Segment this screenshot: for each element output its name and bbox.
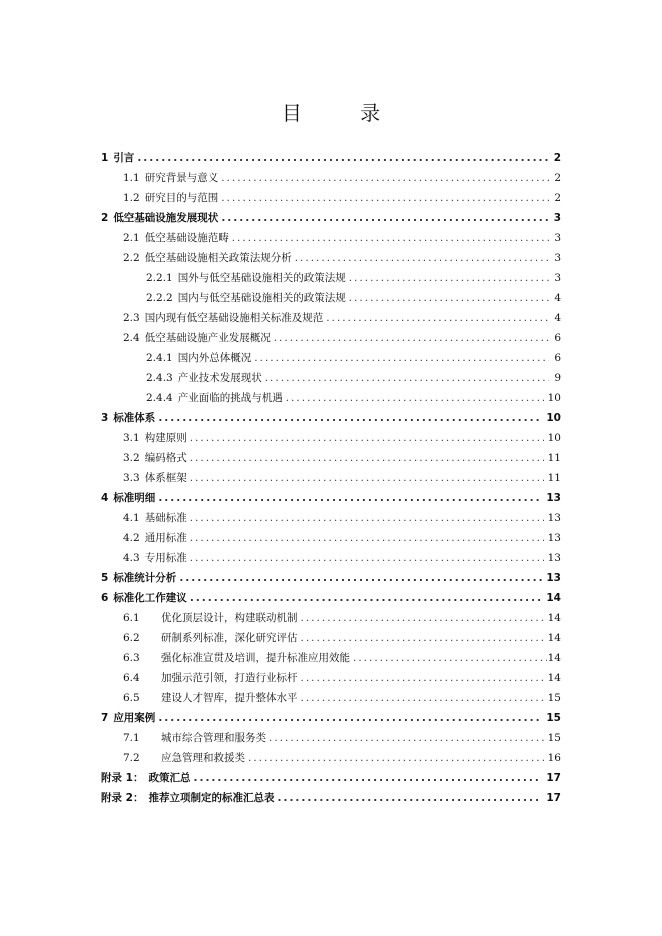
leader-dots xyxy=(190,508,544,528)
leader-dots xyxy=(301,688,547,708)
toc-entry-number: 2.1 xyxy=(123,232,140,244)
toc-entry[interactable] xyxy=(101,428,561,448)
toc-entry-text: 国内与低空基础设施相关的政策法规 xyxy=(177,292,346,304)
toc-entry[interactable] xyxy=(101,288,561,308)
toc-entry-text: 专用标准 xyxy=(144,552,187,564)
toc-entry-number: 4 xyxy=(101,492,109,504)
leader-dots xyxy=(190,448,544,468)
toc-entry[interactable] xyxy=(101,508,561,528)
toc-entry-page: 15 xyxy=(547,692,561,704)
toc-title: 目 录 xyxy=(281,101,407,125)
leader-dots xyxy=(158,488,542,508)
toc-entry-text: 基础标准 xyxy=(144,512,187,524)
toc-entry[interactable] xyxy=(101,688,561,708)
toc-entry[interactable] xyxy=(101,708,561,728)
toc-entry[interactable] xyxy=(101,328,561,348)
toc-entry-page: 2 xyxy=(553,152,561,164)
toc-entry-number: 2.2 xyxy=(123,252,140,264)
toc-entry[interactable] xyxy=(101,648,561,668)
leader-dots xyxy=(326,308,549,328)
toc-entry-number: 3.2 xyxy=(123,452,140,464)
toc-entry-text: 低空基础设施相关政策法规分析 xyxy=(144,252,292,264)
toc-entry-text: 通用标准 xyxy=(144,532,187,544)
toc-entry-number: 2.4.4 xyxy=(146,392,173,404)
toc-entry-text: 标准明细 xyxy=(113,492,156,504)
toc-entry-page: 13 xyxy=(547,532,561,544)
leader-dots xyxy=(349,268,549,288)
leader-dots xyxy=(269,728,547,748)
toc-entry-page: 3 xyxy=(553,212,561,224)
toc-entry[interactable] xyxy=(101,788,561,808)
toc-entry-number: 附录 1： xyxy=(101,772,144,784)
toc-entry-number: 2 xyxy=(101,212,109,224)
leader-dots xyxy=(286,388,544,408)
toc-entry[interactable] xyxy=(101,528,561,548)
leader-dots xyxy=(137,148,549,168)
toc-entry-page: 4 xyxy=(554,292,561,304)
toc-entry-number: 4.2 xyxy=(123,532,140,544)
toc-entry-number: 5 xyxy=(101,572,109,584)
toc-entry[interactable] xyxy=(101,388,561,408)
toc-entry-text: 产业面临的挑战与机遇 xyxy=(177,392,283,404)
toc-entry-text: 标准体系 xyxy=(113,412,156,424)
toc-entry-page: 14 xyxy=(547,632,561,644)
toc-entry-text: 体系框架 xyxy=(144,472,187,484)
toc-entry-number: 4.3 xyxy=(123,552,140,564)
toc-entry-text: 低空基础设施发展现状 xyxy=(113,212,219,224)
toc-entry-page: 15 xyxy=(547,732,561,744)
toc-entry-page: 15 xyxy=(546,712,561,724)
toc-entry-page: 13 xyxy=(546,492,561,504)
toc-entry-text: 国内现有低空基础设施相关标准及规范 xyxy=(144,312,324,324)
leader-dots xyxy=(190,528,544,548)
leader-dots xyxy=(190,468,544,488)
toc-entry-number: 7.2 xyxy=(123,752,140,764)
toc-entry-number: 2.4.1 xyxy=(146,352,173,364)
leader-dots xyxy=(353,648,547,668)
toc-entry-page: 6 xyxy=(554,352,561,364)
leader-dots xyxy=(221,168,549,188)
toc-entry-text: 加强示范引领，打造行业标杆 xyxy=(161,672,298,684)
toc-entry-text: 国外与低空基础设施相关的政策法规 xyxy=(177,272,346,284)
toc-entry[interactable] xyxy=(101,748,561,768)
leader-dots xyxy=(301,628,547,648)
toc-entry-page: 11 xyxy=(547,452,561,464)
leader-dots xyxy=(158,408,542,428)
toc-entry-text: 应用案例 xyxy=(113,712,156,724)
leader-dots xyxy=(221,208,549,228)
toc-entry[interactable] xyxy=(101,728,561,748)
toc-entry[interactable] xyxy=(101,448,561,468)
toc-entry[interactable] xyxy=(101,308,561,328)
toc-entry-text: 构建原则 xyxy=(144,432,187,444)
leader-dots xyxy=(190,428,544,448)
toc-entry-number: 6.1 xyxy=(123,612,140,624)
toc-entry-page: 4 xyxy=(554,312,561,324)
toc-entry[interactable] xyxy=(101,188,561,208)
toc-entry-text: 研究背景与意义 xyxy=(144,172,219,184)
leader-dots xyxy=(265,368,549,388)
leader-dots xyxy=(190,588,543,608)
toc-entry-number: 6.5 xyxy=(123,692,140,704)
toc-entry-page: 14 xyxy=(547,672,561,684)
toc-entry-number: 3.3 xyxy=(123,472,140,484)
toc-entry-number: 附录 2： xyxy=(101,792,144,804)
toc-entry-number: 1.2 xyxy=(123,192,140,204)
toc-entry-text: 建设人才智库，提升整体水平 xyxy=(161,692,298,704)
toc-entry-page: 11 xyxy=(547,472,561,484)
toc-entry-page: 3 xyxy=(554,232,561,244)
leader-dots xyxy=(277,788,542,808)
leader-dots xyxy=(301,608,547,628)
toc-entry-page: 14 xyxy=(546,592,561,604)
toc-entry-page: 3 xyxy=(554,252,561,264)
toc-entry[interactable] xyxy=(101,608,561,628)
toc-entry-page: 6 xyxy=(554,332,561,344)
leader-dots xyxy=(254,348,549,368)
leader-dots xyxy=(274,328,549,348)
toc-entry-text: 政策汇总 xyxy=(148,772,191,784)
leader-dots xyxy=(190,548,544,568)
toc-entry-number: 6 xyxy=(101,592,109,604)
toc-entry-page: 3 xyxy=(554,272,561,284)
toc-entry[interactable] xyxy=(101,268,561,288)
leader-dots xyxy=(301,668,547,688)
toc-entry-text: 低空基础设施产业发展概况 xyxy=(144,332,271,344)
toc-entry-text: 国内外总体概况 xyxy=(177,352,252,364)
toc-entry-number: 6.2 xyxy=(123,632,140,644)
toc-entry-page: 17 xyxy=(546,792,561,804)
toc-entry-page: 9 xyxy=(554,372,561,384)
toc-entry-page: 16 xyxy=(547,752,561,764)
toc-entry-text: 研制系列标准，深化研究评估 xyxy=(161,632,298,644)
toc-entry[interactable] xyxy=(101,468,561,488)
toc-entry[interactable] xyxy=(101,148,561,168)
toc-entry[interactable] xyxy=(101,568,561,588)
toc-entry-text: 城市综合管理和服务类 xyxy=(161,732,266,744)
toc-entry[interactable] xyxy=(101,368,561,388)
toc-entry-text: 研究目的与范围 xyxy=(144,192,219,204)
toc-entry-page: 10 xyxy=(547,392,561,404)
toc-entry[interactable] xyxy=(101,588,561,608)
toc-entry[interactable] xyxy=(101,208,561,228)
toc-entry-page: 13 xyxy=(547,552,561,564)
toc-entry-number: 1 xyxy=(101,152,109,164)
toc-entry-text: 低空基础设施范畴 xyxy=(144,232,229,244)
toc-entry-number: 7 xyxy=(101,712,109,724)
toc-entry-page: 10 xyxy=(546,412,561,424)
toc-entry-text: 推荐立项制定的标准汇总表 xyxy=(148,792,275,804)
toc-entry-text: 标准化工作建议 xyxy=(113,592,187,604)
toc-entry-page: 17 xyxy=(546,772,561,784)
table-of-contents xyxy=(101,148,561,808)
leader-dots xyxy=(295,248,549,268)
toc-entry-number: 6.3 xyxy=(123,652,140,664)
toc-entry[interactable] xyxy=(101,628,561,648)
toc-entry[interactable] xyxy=(101,488,561,508)
toc-entry-number: 4.1 xyxy=(123,512,140,524)
leader-dots xyxy=(193,768,542,788)
toc-entry-text: 应急管理和救援类 xyxy=(161,752,245,764)
toc-entry-page: 14 xyxy=(547,612,561,624)
toc-entry-text: 产业技术发展现状 xyxy=(177,372,262,384)
toc-entry-number: 2.4 xyxy=(123,332,140,344)
toc-entry-number: 6.4 xyxy=(123,672,140,684)
toc-entry-number: 2.2.1 xyxy=(146,272,173,284)
toc-entry-text: 编码格式 xyxy=(144,452,187,464)
toc-entry-page: 13 xyxy=(547,512,561,524)
toc-entry[interactable] xyxy=(101,408,561,428)
toc-entry-text: 标准统计分析 xyxy=(113,572,177,584)
toc-entry-number: 3 xyxy=(101,412,109,424)
toc-entry[interactable] xyxy=(101,168,561,188)
leader-dots xyxy=(349,288,549,308)
toc-entry[interactable] xyxy=(101,348,561,368)
leader-dots xyxy=(232,228,549,248)
toc-entry-page: 10 xyxy=(547,432,561,444)
toc-entry-number: 2.4.3 xyxy=(146,372,173,384)
toc-entry-number: 1.1 xyxy=(123,172,140,184)
toc-entry-text: 引言 xyxy=(113,152,135,164)
toc-entry-text: 优化顶层设计，构建联动机制 xyxy=(161,612,298,624)
leader-dots xyxy=(179,568,542,588)
toc-entry-number: 2.2.2 xyxy=(146,292,173,304)
toc-entry-page: 2 xyxy=(554,192,561,204)
leader-dots xyxy=(248,748,547,768)
toc-entry-page: 13 xyxy=(546,572,561,584)
toc-entry[interactable] xyxy=(101,248,561,268)
toc-entry-page: 14 xyxy=(547,652,561,664)
toc-entry-number: 2.3 xyxy=(123,312,140,324)
toc-entry[interactable] xyxy=(101,228,561,248)
toc-entry-number: 3.1 xyxy=(123,432,140,444)
leader-dots xyxy=(158,708,542,728)
toc-entry[interactable] xyxy=(101,548,561,568)
toc-entry-number: 7.1 xyxy=(123,732,140,744)
toc-entry-text: 强化标准宣贯及培训，提升标准应用效能 xyxy=(161,652,350,664)
leader-dots xyxy=(221,188,549,208)
toc-entry[interactable] xyxy=(101,768,561,788)
toc-entry[interactable] xyxy=(101,668,561,688)
toc-entry-page: 2 xyxy=(554,172,561,184)
